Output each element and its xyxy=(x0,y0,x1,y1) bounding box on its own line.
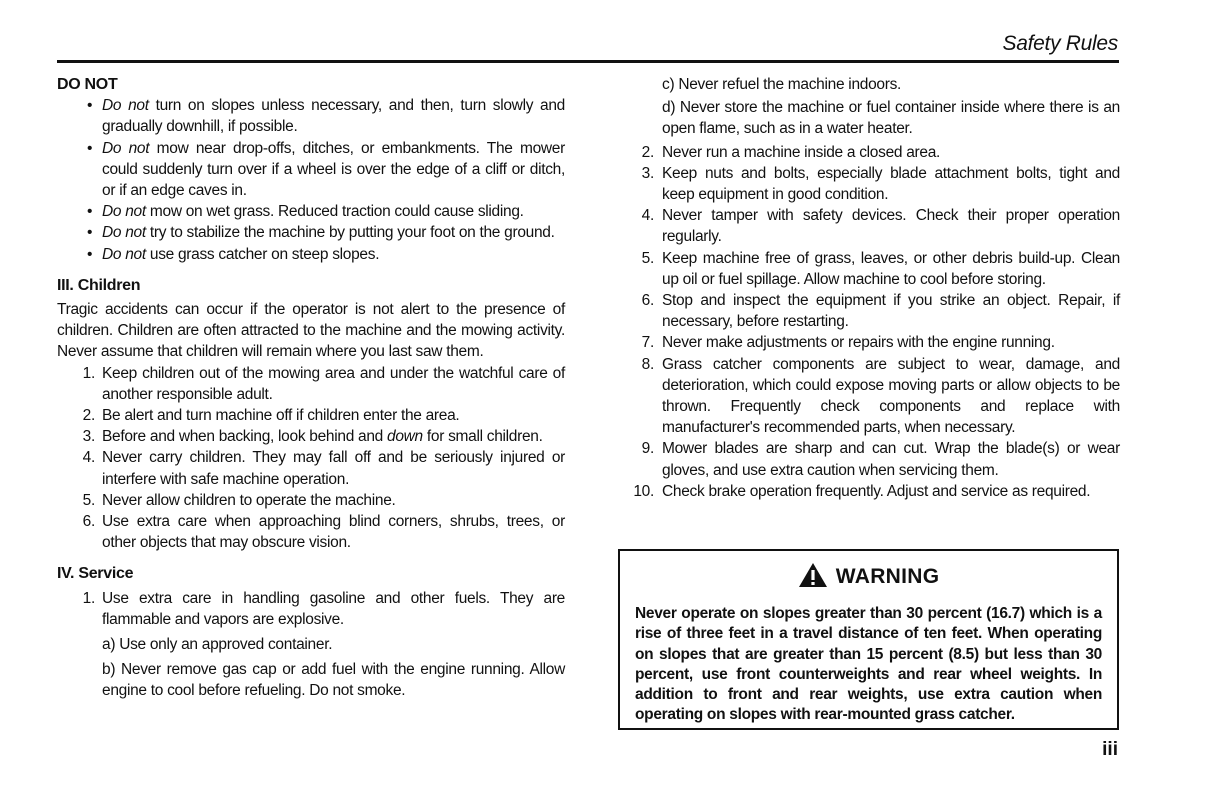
item-text: Never allow children to operate the machine. xyxy=(102,491,396,509)
children-item-5 xyxy=(57,490,565,511)
do-not-lead: Do not xyxy=(102,97,149,115)
item-number: 9. xyxy=(641,440,654,458)
do-not-item-4 xyxy=(57,222,565,243)
warning-box xyxy=(618,549,1119,730)
do-not-lead: Do not xyxy=(102,203,146,221)
item-text: Keep children out of the mowing area and under the watchful care of another responsible adult. xyxy=(102,364,565,403)
item-number: 8. xyxy=(641,355,654,373)
item-number: 3. xyxy=(641,164,654,182)
item-number: 6. xyxy=(641,292,654,310)
bullet-icon: • xyxy=(87,139,93,157)
service-item-9 xyxy=(620,438,1120,480)
item-number: 2. xyxy=(82,407,95,425)
children-intro: Tragic accidents can occur if the operator is not alert to the presence of children. Children are often attracted to the machine and the mowing activity. Never assume that children will remain where you last saw them. xyxy=(57,301,565,361)
item-text: Be alert and turn machine off if children enter the area. xyxy=(102,407,460,425)
item-number: 5. xyxy=(641,249,654,267)
bullet-icon: • xyxy=(87,203,93,221)
do-not-item-5 xyxy=(57,244,565,265)
service-sub-d: d) Never store the machine or fuel container inside where there is an open flame, such as in a water heater. xyxy=(662,99,1120,138)
item-number: 3. xyxy=(82,428,95,446)
children-list xyxy=(57,363,565,554)
item-text: Before and when backing, look behind and xyxy=(102,428,388,446)
children-item-4 xyxy=(57,447,565,489)
do-not-text: mow near drop-offs, ditches, or embankments. The mower could suddenly turn over if a wheel is over the edge of a cliff or ditch, or if an edge caves in. xyxy=(102,139,565,200)
do-not-lead: Do not xyxy=(102,139,150,157)
item-text: Never carry children. They may fall off and be seriously injured or interfere with safe machine operation. xyxy=(102,449,565,488)
service-sub-c: c) Never refuel the machine indoors. xyxy=(662,76,902,93)
service-list-continued xyxy=(620,142,1120,502)
item-text: Keep machine free of grass, leaves, or other debris build-up. Clean up oil or fuel spillage. Allow machine to cool before storing. xyxy=(662,249,1120,288)
item-text: Mower blades are sharp and can cut. Wrap the blade(s) or wear gloves, and use extra caution when servicing them. xyxy=(662,440,1120,479)
item-text: Never tamper with safety devices. Check their proper operation regularly. xyxy=(662,207,1120,246)
service-item-5 xyxy=(620,248,1120,290)
do-not-heading: DO NOT xyxy=(57,76,118,93)
do-not-lead: Do not xyxy=(102,245,146,263)
header-rule xyxy=(57,60,1119,63)
bullet-icon: • xyxy=(87,97,93,115)
children-item-3 xyxy=(57,426,565,447)
item-number: 5. xyxy=(82,491,95,509)
item-text: Grass catcher components are subject to wear, damage, and deterioration, which could expose moving parts or allow objects to be thrown. Frequently check components and replace with manufacturer's recommended parts, when necessary. xyxy=(662,355,1120,437)
item-number: 7. xyxy=(641,334,654,352)
page-number: iii xyxy=(1102,739,1118,760)
item-number: 2. xyxy=(641,143,654,161)
do-not-lead: Do not xyxy=(102,224,146,242)
service-item-7 xyxy=(620,332,1120,353)
item-text: Never make adjustments or repairs with the engine running. xyxy=(662,334,1055,352)
service-sub-a: a) Use only an approved container. xyxy=(102,636,333,654)
bullet-icon: • xyxy=(87,224,93,242)
do-not-item-2 xyxy=(57,138,565,202)
item-number: 10. xyxy=(633,482,654,500)
item-number: 1. xyxy=(82,364,95,382)
item-number: 4. xyxy=(82,449,95,467)
warning-header xyxy=(620,562,1117,589)
item-number: 4. xyxy=(641,207,654,225)
service-item-6 xyxy=(620,290,1120,332)
do-not-text: mow on wet grass. Reduced traction could cause sliding. xyxy=(145,203,524,221)
item-text: Check brake operation frequently. Adjust and service as required. xyxy=(662,482,1091,500)
item-emphasis: down xyxy=(387,428,423,446)
do-not-item-1 xyxy=(57,95,565,137)
item-text: Stop and inspect the equipment if you strike an object. Repair, if necessary, before restarting. xyxy=(662,292,1120,331)
item-text: Use extra care in handling gasoline and other fuels. They are flammable and vapors are explosive. xyxy=(102,589,565,628)
item-tail: for small children. xyxy=(422,428,543,446)
do-not-list xyxy=(57,95,565,265)
service-heading: IV. Service xyxy=(57,565,134,583)
left-column xyxy=(57,74,565,702)
children-item-1 xyxy=(57,363,565,405)
children-heading: III. Children xyxy=(57,276,141,294)
do-not-item-3 xyxy=(57,201,565,222)
right-column xyxy=(620,74,1120,502)
service-item-2 xyxy=(620,142,1120,163)
warning-title: WARNING xyxy=(835,565,940,588)
service-sub-b: b) Never remove gas cap or add fuel with the engine running. Allow engine to cool before refueling. Do not smoke. xyxy=(102,661,565,700)
item-number: 1. xyxy=(82,589,95,607)
warning-triangle-icon xyxy=(798,562,828,588)
service-item-1 xyxy=(57,588,565,630)
service-item-4 xyxy=(620,205,1120,247)
service-item-3 xyxy=(620,163,1120,205)
item-text: Never run a machine inside a closed area. xyxy=(662,143,941,161)
warning-text: Never operate on slopes greater than 30 percent (16.7) which is a rise of three feet in a travel distance of ten feet. When operating on slopes that are greater than 15 percent (8.5) but less than 30 percent, use front counterweights and rear wheel weights. In addition to front and rear weights, use extra caution when operating on slopes with rear-mounted grass catcher. xyxy=(635,605,1102,724)
service-item-10 xyxy=(620,481,1120,502)
service-item-8 xyxy=(620,354,1120,439)
item-text: Keep nuts and bolts, especially blade attachment bolts, tight and keep equipment in good condition. xyxy=(662,164,1120,204)
section-title: Safety Rules xyxy=(1002,32,1118,55)
item-number: 6. xyxy=(82,513,95,531)
do-not-text: use grass catcher on steep slopes. xyxy=(145,245,380,263)
item-text: Use extra care when approaching blind corners, shrubs, trees, or other objects that may obscure vision. xyxy=(102,513,565,552)
do-not-text: try to stabilize the machine by putting your foot on the ground. xyxy=(145,224,555,242)
children-item-2 xyxy=(57,405,565,426)
children-item-6 xyxy=(57,511,565,553)
bullet-icon: • xyxy=(87,245,93,263)
do-not-text: turn on slopes unless necessary, and then, turn slowly and gradually downhill, if possible. xyxy=(102,97,565,136)
service-list xyxy=(57,588,565,630)
